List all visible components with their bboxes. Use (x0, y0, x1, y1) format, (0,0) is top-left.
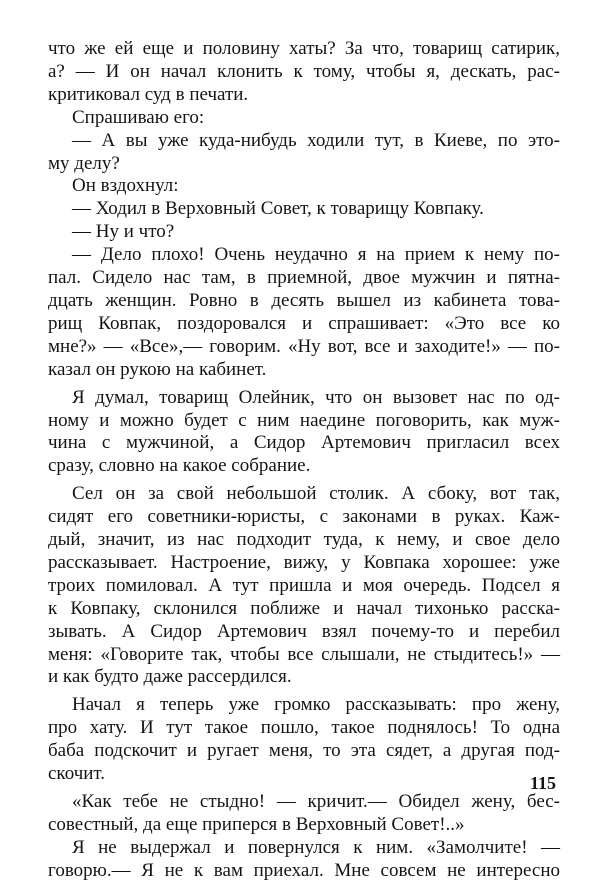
text-line: критиковал суд в печати. (48, 83, 249, 105)
text-line: мне?» — «Все»,— говорим. «Ну вот, все и заходите!» — по- (48, 335, 560, 357)
book-page-text (48, 38, 560, 883)
text-line: Спрашиваю его: (72, 106, 205, 128)
text-line: Начал я теперь уже громко рассказывать: про жену, (72, 694, 560, 716)
text-line: баба подскочит и ругает меня, то эта сядет, а другая под- (48, 740, 560, 762)
text-line: пал. Сидело нас там, в приемной, двое мужчин и пятна- (48, 267, 560, 289)
text-line: что же ей еще и половину хаты? За что, товарищ сатирик, (48, 38, 560, 59)
text-line: меня: «Говорите так, чтобы все слышали, не стыдитесь!» — (48, 643, 560, 665)
text-line: «Как тебе не стыдно! — кричит.— Обидел жену, бес- (72, 791, 560, 812)
text-line: к Ковпаку, склонился поближе и начал тихонько расска- (48, 597, 560, 619)
text-line: троих помиловал. А тут пришла и моя очередь. Подсел я (48, 574, 560, 596)
text-line: рищ Ковпак, поздоровался и спрашивает: «Это все ко (48, 312, 560, 334)
text-line: Он вздохнул: (72, 175, 179, 197)
page-number: 115 (530, 773, 557, 793)
text-line: дцать женщин. Ровно в десять вышел из кабинета това- (48, 289, 560, 311)
text-line: — Дело плохо! Очень неудачно я на прием к нему по- (72, 244, 560, 266)
text-line: сразу, словно на какое собрание. (48, 455, 311, 477)
text-line: — Ну и что? (72, 221, 175, 243)
text-line: говорю.— Я не к вам приехал. Мне совсем не интересно (48, 859, 560, 881)
text-line: совестный, да еще приперся в Верховный Совет!..» (48, 813, 465, 835)
text-line: Я не выдержал и повернулся к ним. «Замолчите! — (72, 836, 560, 858)
text-line: Я думал, товарищ Олейник, что он вызовет нас по од- (72, 386, 560, 408)
text-line: — А вы уже куда-нибудь ходили тут, в Киеве, по это- (72, 129, 560, 151)
text-line: а? — И он начал клонить к тому, чтобы я, дескать, рас- (48, 60, 560, 82)
text-line: чина с мужчиной, а Сидор Артемович пригласил всех (48, 432, 560, 454)
text-line: про хату. И тут такое пошло, такое поднялось! То одна (48, 717, 560, 739)
text-line: дый, значит, из нас подходит туда, к нему, и свое дело (48, 529, 560, 551)
text-line: му делу? (48, 152, 120, 174)
text-line: — Ходил в Верховный Совет, к товарищу Ковпаку. (72, 198, 484, 220)
text-line: и как будто даже рассердился. (48, 666, 292, 688)
text-line: казал он рукою на кабинет. (48, 358, 267, 380)
text-line: ному и можно будет с ним наедине поговорить, как муж- (48, 409, 560, 431)
text-line: рассказывает. Настроение, вижу, у Ковпака хорошее: уже (48, 551, 560, 573)
text-line: скочит. (48, 763, 106, 785)
text-line: сидят его советники-юристы, с законами в руках. Каж- (48, 506, 560, 528)
text-line: Сел он за свой небольшой столик. А сбоку, вот так, (72, 483, 560, 505)
text-line: зывать. А Сидор Артемович взял почему-то и перебил (48, 620, 560, 642)
